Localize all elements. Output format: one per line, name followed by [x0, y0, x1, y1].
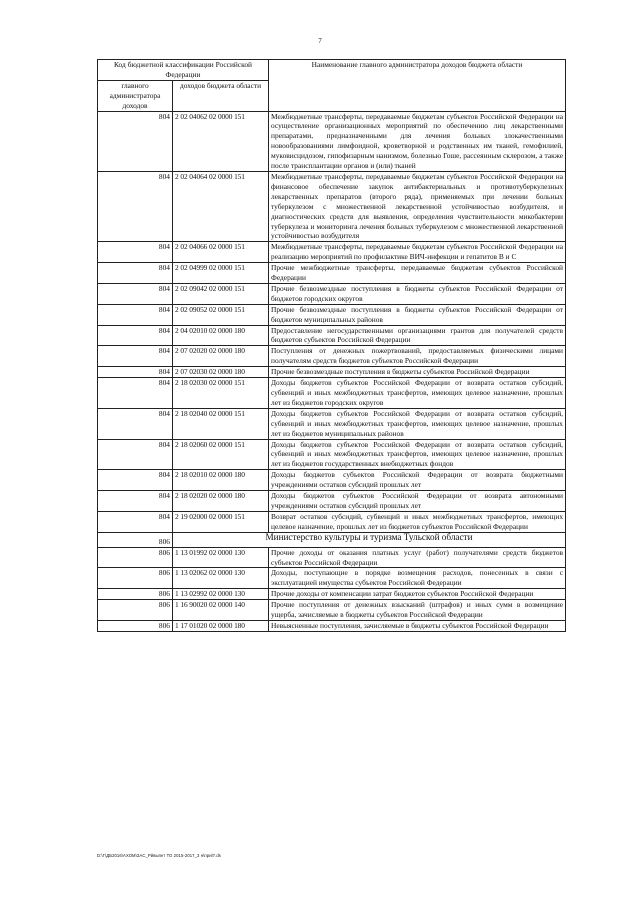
income-name-cell: Прочие доходы от компенсации затрат бюджетов субъектов Российской Федерации: [269, 589, 566, 600]
table-row: [98, 304, 566, 325]
income-code-cell: 2 04 02010 02 0000 180: [173, 325, 269, 346]
file-path-footer: D:\Г\ДБ2016\АХОМ\ЗАС_Рйвыпет ТО 2015-2017_3 н\приl7.ds: [97, 853, 221, 858]
table-row: [98, 568, 566, 589]
income-name-cell: Прочие доходы от оказания платных услуг (работ) получателями средств бюджетов субъектов Российской Федерации: [269, 547, 566, 568]
budget-classification-table: [97, 59, 566, 632]
income-code-cell: 2 18 02030 02 0000 151: [173, 378, 269, 409]
income-name-cell: Поступления от денежных пожертвований, предоставляемых физическими лицами получателям средств бюджетов субъектов Российской Федерации: [269, 346, 566, 367]
income-name-cell: Доходы бюджетов субъектов Российской Федерации от возврата бюджетными учреждениями остатков субсидий прошлых лет: [269, 470, 566, 491]
income-code-cell: 2 02 04066 02 0000 151: [173, 242, 269, 263]
admin-code-cell: 804: [98, 304, 173, 325]
table-row: [98, 325, 566, 346]
admin-code-cell: 804: [98, 171, 173, 241]
table-row: [98, 470, 566, 491]
ministry-admin-code: 806: [98, 532, 173, 547]
table-row: [98, 242, 566, 263]
admin-code-cell: 806: [98, 547, 173, 568]
income-code-cell: 2 07 02030 02 0000 180: [173, 367, 269, 378]
admin-code-cell: 804: [98, 346, 173, 367]
table-row: [98, 439, 566, 470]
admin-code-cell: 804: [98, 408, 173, 439]
income-name-cell: Межбюджетные трансферты, передаваемые бюджетам субъектов Российской Федерации на осуществление организационных мероприятий по обеспечению лиц лекарственными препаратами, предназначенными для лечения больных злокачественными новообразованиями лимфоидной, кроветворной и родственных им тканей, гемофилией, муковисцидозом, гипофизарным нанизмом, болезнью Гоше, рассеянным склерозом, а также после трансплантации органов и (или) тканей: [269, 111, 566, 171]
admin-code-cell: 804: [98, 325, 173, 346]
income-code-cell: 2 19 02000 02 0000 151: [173, 511, 269, 532]
table-row: [98, 346, 566, 367]
income-name-cell: Доходы бюджетов субъектов Российской Федерации от возврата остатков субсидий, субвенций и иных межбюджетных трансфертов, имеющих целевое назначение, прошлых лет из бюджетов городских округов: [269, 378, 566, 409]
income-code-cell: 1 13 01992 02 0000 130: [173, 547, 269, 568]
income-name-cell: Межбюджетные трансферты, передаваемые бюджетам субъектов Российской Федерации на реализацию мероприятий по профилактике ВИЧ-инфекции и гепатитов В и С: [269, 242, 566, 263]
admin-code-cell: 804: [98, 491, 173, 512]
ministry-title: Министерство культуры и туризма Тульской области: [173, 532, 566, 547]
page-number: 7: [318, 37, 322, 45]
ministry-section: [98, 532, 566, 547]
income-code-cell: 2 02 09052 02 0000 151: [173, 304, 269, 325]
table-row: [98, 589, 566, 600]
income-code-cell: 2 18 02060 02 0000 151: [173, 439, 269, 470]
income-code-cell: 2 18 02020 02 0000 180: [173, 491, 269, 512]
income-code-cell: 2 02 04064 02 0000 151: [173, 171, 269, 241]
income-name-cell: Возврат остатков субсидий, субвенций и иных межбюджетных трансфертов, имеющих целевое назначение, прошлых лет из бюджетов субъектов Российской Федерации: [269, 511, 566, 532]
admin-code-cell: 804: [98, 111, 173, 171]
table-row: [98, 620, 566, 631]
income-code-cell: 2 02 04999 02 0000 151: [173, 263, 269, 284]
header-row: [98, 60, 566, 81]
table-row: [98, 263, 566, 284]
admin-code-cell: 804: [98, 470, 173, 491]
admin-code-cell: 806: [98, 620, 173, 631]
table-row: [98, 283, 566, 304]
table-row: [98, 111, 566, 171]
income-name-cell: Прочие безвозмездные поступления в бюджеты субъектов Российской Федерации: [269, 367, 566, 378]
income-code-cell: 2 18 02010 02 0000 180: [173, 470, 269, 491]
income-code-cell: 2 02 04062 02 0000 151: [173, 111, 269, 171]
income-name-cell: Прочие поступления от денежных взысканий (штрафов) и иных сумм в возмещение ущерба, зачисляемые в бюджеты субъектов Российской Федерации: [269, 600, 566, 621]
table-row: [98, 367, 566, 378]
ministry-row: [98, 532, 566, 547]
table-row: [98, 547, 566, 568]
admin-code-cell: 804: [98, 439, 173, 470]
admin-code-cell: 806: [98, 589, 173, 600]
admin-code-cell: 804: [98, 367, 173, 378]
admin-code-cell: 804: [98, 283, 173, 304]
header-income: доходов бюджета области: [173, 80, 269, 111]
income-code-cell: 1 17 01020 02 0000 180: [173, 620, 269, 631]
table-row: [98, 408, 566, 439]
table-row: [98, 378, 566, 409]
income-name-cell: Доходы бюджетов субъектов Российской Федерации от возврата автономными учреждениями остатков субсидий прошлых лет: [269, 491, 566, 512]
header-main-admin: главного администратора доходов: [98, 80, 173, 111]
income-name-cell: Доходы бюджетов субъектов Российской Федерации от возврата остатков субсидий, субвенций и иных межбюджетных трансфертов, имеющих целевое назначение, прошлых лет из бюджетов государственных внебюджетных фондов: [269, 439, 566, 470]
table-row: [98, 511, 566, 532]
income-name-cell: Прочие безвозмездные поступления в бюджеты субъектов Российской Федерации от бюджетов муниципальных районов: [269, 304, 566, 325]
table-row: [98, 171, 566, 241]
table-row: [98, 491, 566, 512]
admin-code-cell: 806: [98, 600, 173, 621]
header-budget-code: Код бюджетной классификации Российской Федерации: [98, 60, 269, 81]
income-name-cell: Доходы бюджетов субъектов Российской Федерации от возврата остатков субсидий, субвенций и иных межбюджетных трансфертов, имеющих целевое назначение, прошлых лет из бюджетов муниципальных районов: [269, 408, 566, 439]
admin-code-cell: 804: [98, 511, 173, 532]
rows-ministry-culture: [98, 547, 566, 631]
income-code-cell: 2 07 02020 02 0000 180: [173, 346, 269, 367]
income-name-cell: Доходы, поступающие в порядке возмещения расходов, понесенных в связи с эксплуатацией имущества субъектов Российской Федерации: [269, 568, 566, 589]
rows-ministry-health: [98, 111, 566, 532]
admin-code-cell: 804: [98, 263, 173, 284]
header-admin-name: Наименование главного администратора доходов бюджета области: [269, 60, 566, 112]
income-name-cell: Межбюджетные трансферты, передаваемые бюджетам субъектов Российской Федерации на финансовое обеспечение закупок антибактериальных и противотуберкулезных лекарственных препаратов (второго ряда), применяемых при лечении больных туберкулезом с множественной лекарственной устойчивостью возбудителя, и диагностических средств для выявления, определения чувствительности микобактерии туберкулеза и мониторинга лечения больных туберкулезом с множественной лекарственной устойчивостью возбудителя: [269, 171, 566, 241]
income-code-cell: 2 02 09042 02 0000 151: [173, 283, 269, 304]
income-code-cell: 1 13 02992 02 0000 130: [173, 589, 269, 600]
income-name-cell: Прочие межбюджетные трансферты, передаваемые бюджетам субъектов Российской Федерации: [269, 263, 566, 284]
admin-code-cell: 804: [98, 378, 173, 409]
income-name-cell: Прочие безвозмездные поступления в бюджеты субъектов Российской Федерации от бюджетов городских округов: [269, 283, 566, 304]
income-code-cell: 1 13 02062 02 0000 130: [173, 568, 269, 589]
income-code-cell: 1 16 90020 02 0000 140: [173, 600, 269, 621]
admin-code-cell: 804: [98, 242, 173, 263]
income-name-cell: Предоставление негосударственными организациями грантов для получателей средств бюджетов субъектов Российской Федерации: [269, 325, 566, 346]
admin-code-cell: 806: [98, 568, 173, 589]
income-name-cell: Невыясненные поступления, зачисляемые в бюджеты субъектов Российской Федерации: [269, 620, 566, 631]
table-row: [98, 600, 566, 621]
income-code-cell: 2 18 02040 02 0000 151: [173, 408, 269, 439]
